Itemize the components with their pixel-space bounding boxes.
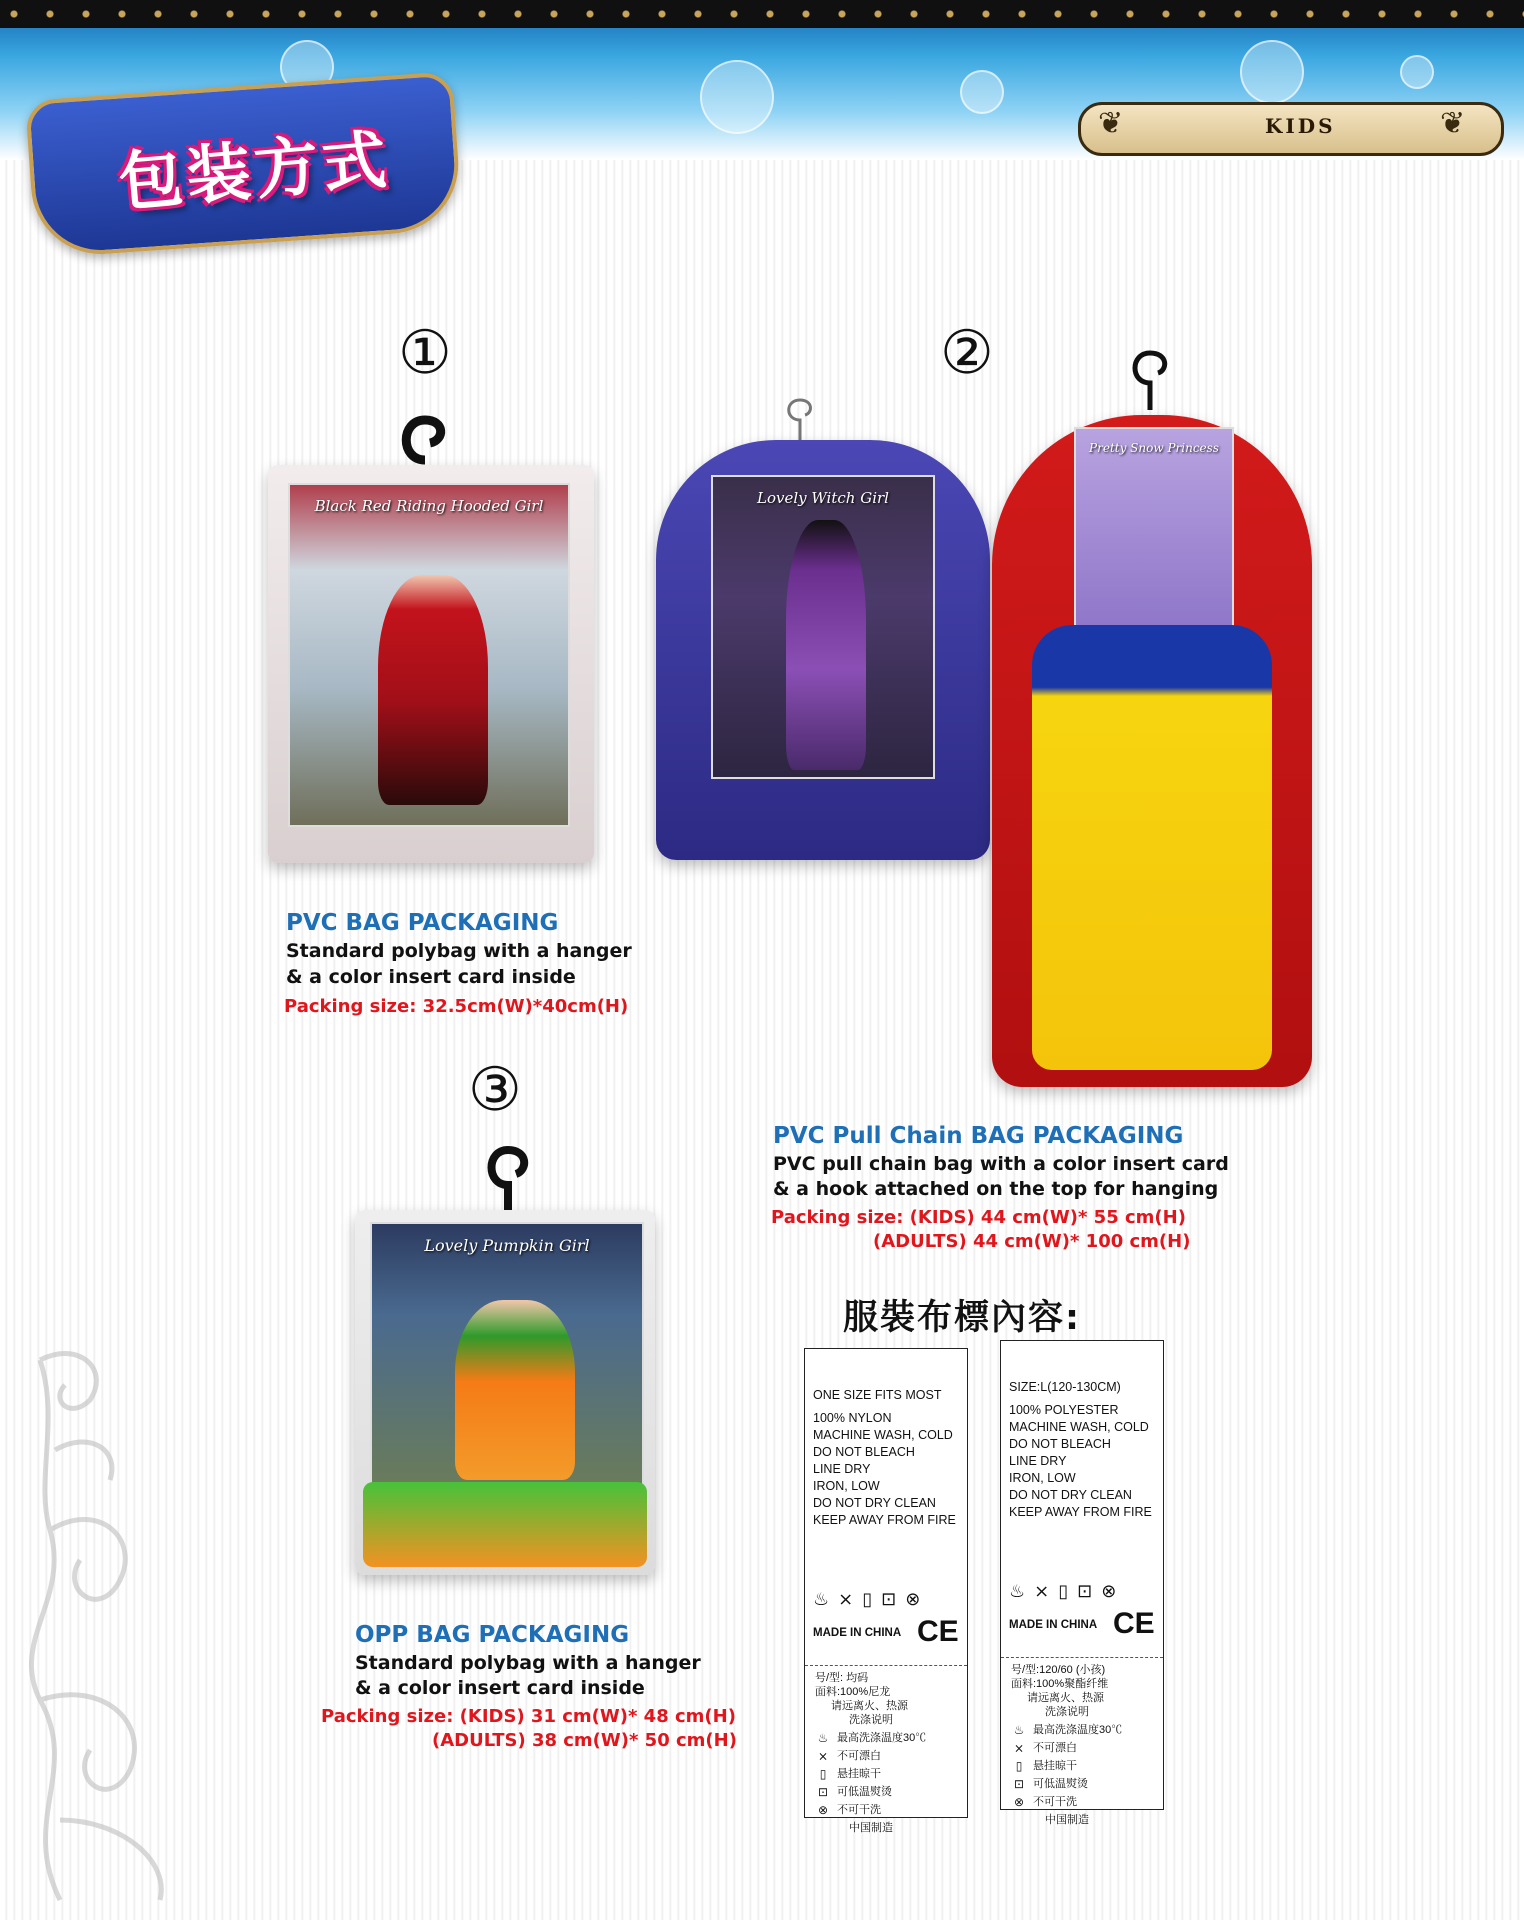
- no-bleach-icon: ⨯: [1013, 1741, 1025, 1755]
- floral-ornament-icon: [0, 1300, 260, 1920]
- hanger-icon: [395, 405, 455, 465]
- cn-care: 最高洗涤温度30℃: [1033, 1724, 1123, 1736]
- care-line: 100% NYLON: [813, 1411, 892, 1425]
- item-3-line: Standard polybag with a hanger: [355, 1652, 701, 1674]
- care-line: MACHINE WASH, COLD: [1009, 1420, 1149, 1434]
- care-symbols-icon: ♨ ⨯ ▯ ⊡ ⊗: [813, 1589, 923, 1609]
- item-2-title: PVC Pull Chain BAG PACKAGING: [773, 1123, 1184, 1149]
- line-dry-icon: ▯: [819, 1767, 827, 1781]
- item-2-line: PVC pull chain bag with a color insert card: [773, 1153, 1229, 1175]
- cn-care: 悬挂晾干: [1033, 1760, 1077, 1772]
- item-2-size: (ADULTS) 44 cm(W)* 100 cm(H): [873, 1231, 1191, 1252]
- hanger-icon: [1120, 345, 1180, 415]
- bubble-decoration: [960, 70, 1004, 114]
- care-label-one-size: [804, 1348, 968, 1834]
- iron-icon: ⊡: [817, 1785, 829, 1799]
- cn-wash-title: 洗涤说明: [849, 1714, 893, 1726]
- item-2-line: & a hook attached on the top for hanging: [773, 1178, 1219, 1200]
- costume-skirt: [363, 1482, 647, 1567]
- costume-figure: [378, 575, 488, 805]
- iron-icon: ⊡: [1013, 1777, 1025, 1791]
- cn-size: 号/型:120/60 (小孩): [1011, 1664, 1106, 1676]
- care-label-text: [813, 1387, 956, 1529]
- item-2-size: Packing size: (KIDS) 44 cm(W)* 55 cm(H): [771, 1207, 1186, 1228]
- care-line: DO NOT DRY CLEAN: [1009, 1488, 1132, 1502]
- swirl-icon: ❦: [1098, 106, 1124, 141]
- wash-icon: ♨: [817, 1731, 829, 1745]
- cn-care: 最高洗涤温度30℃: [837, 1732, 927, 1744]
- insert-card: [1074, 427, 1234, 631]
- care-label-chinese: [815, 1671, 926, 1835]
- label-divider: [805, 1665, 967, 1666]
- ce-mark-icon: CE: [917, 1615, 959, 1648]
- hanger-icon: [478, 1140, 538, 1220]
- card-title: Lovely Pumpkin Girl: [424, 1236, 590, 1255]
- item-3-size: Packing size: (KIDS) 31 cm(W)* 48 cm(H): [321, 1706, 736, 1727]
- pull-chain-bag-adult-product: [992, 415, 1312, 1087]
- item-number-3: ③: [468, 1055, 522, 1125]
- page-title: 包装方式: [115, 123, 394, 221]
- cn-warning: 请远离火、热源: [831, 1700, 908, 1712]
- care-line: DO NOT BLEACH: [813, 1445, 915, 1459]
- care-label-text: [1009, 1379, 1152, 1521]
- card-title: Black Red Riding Hooded Girl: [314, 497, 544, 515]
- bubble-decoration: [1240, 40, 1304, 104]
- care-line: LINE DRY: [1009, 1454, 1067, 1468]
- bubble-decoration: [1400, 55, 1434, 89]
- cn-care: 不可干洗: [1033, 1796, 1077, 1808]
- care-line: MACHINE WASH, COLD: [813, 1428, 953, 1442]
- care-symbols-icon: ♨ ⨯ ▯ ⊡ ⊗: [1009, 1581, 1119, 1601]
- card-title: Pretty Snow Princess: [1089, 441, 1219, 455]
- care-line: DO NOT BLEACH: [1009, 1437, 1111, 1451]
- cn-made: 中国制造: [849, 1822, 893, 1834]
- cn-made: 中国制造: [1045, 1814, 1089, 1826]
- care-size: ONE SIZE FITS MOST: [813, 1388, 942, 1402]
- care-label-heading: 服裝布標內容:: [843, 1298, 1081, 1338]
- hanger-icon: [775, 395, 825, 445]
- item-3-line: & a color insert card inside: [355, 1677, 645, 1699]
- bubble-decoration: [700, 60, 774, 134]
- cn-wash-title: 洗涤说明: [1045, 1706, 1089, 1718]
- made-in-china: MADE IN CHINA: [813, 1627, 902, 1639]
- care-line: IRON, LOW: [813, 1479, 880, 1493]
- care-line: KEEP AWAY FROM FIRE: [813, 1513, 956, 1527]
- item-number-1: ①: [398, 318, 452, 388]
- ce-mark-icon: CE: [1113, 1607, 1155, 1640]
- item-number-2: ②: [940, 318, 994, 388]
- cn-care: 可低温熨烫: [1033, 1778, 1088, 1790]
- cn-warning: 请远离火、热源: [1027, 1692, 1104, 1704]
- no-bleach-icon: ⨯: [817, 1749, 829, 1763]
- no-dry-clean-icon: ⊗: [1013, 1795, 1025, 1809]
- item-1-size: Packing size: 32.5cm(W)*40cm(H): [284, 996, 629, 1017]
- cn-size: 号/型: 均码: [815, 1672, 869, 1684]
- line-dry-icon: ▯: [1015, 1759, 1023, 1773]
- cn-care: 不可漂白: [1033, 1742, 1077, 1754]
- care-line: IRON, LOW: [1009, 1471, 1076, 1485]
- care-line: 100% POLYESTER: [1009, 1403, 1119, 1417]
- care-line: DO NOT DRY CLEAN: [813, 1496, 936, 1510]
- item-3-title: OPP BAG PACKAGING: [355, 1622, 630, 1648]
- pull-chain-bag-product: [656, 440, 990, 860]
- care-line: LINE DRY: [813, 1462, 871, 1476]
- cn-care: 悬挂晾干: [837, 1768, 881, 1780]
- made-in-china: MADE IN CHINA: [1009, 1619, 1098, 1631]
- item-1-title: PVC BAG PACKAGING: [286, 910, 559, 936]
- label-divider: [1001, 1657, 1163, 1658]
- cn-care: 不可漂白: [837, 1750, 881, 1762]
- cn-fabric: 面料:100%尼龙: [815, 1686, 891, 1698]
- care-label-size-l: [1000, 1340, 1164, 1826]
- opp-bag-product: [355, 1210, 655, 1575]
- item-1-line: & a color insert card inside: [286, 966, 576, 988]
- care-size: SIZE:L(120-130CM): [1009, 1380, 1121, 1394]
- cn-fabric: 面料:100%聚酯纤维: [1011, 1678, 1109, 1690]
- cn-care: 可低温熨烫: [837, 1786, 892, 1798]
- cn-care: 不可干洗: [837, 1804, 881, 1816]
- wash-icon: ♨: [1013, 1723, 1025, 1737]
- costume-figure: [786, 520, 866, 770]
- no-dry-clean-icon: ⊗: [817, 1803, 829, 1817]
- ornamental-border: [0, 0, 1524, 28]
- item-1-line: Standard polybag with a hanger: [286, 940, 632, 962]
- pvc-bag-product: [268, 465, 594, 863]
- costume-dress: [1032, 625, 1272, 1070]
- kids-badge: KIDS: [1265, 114, 1336, 138]
- swirl-icon: ❦: [1440, 106, 1466, 141]
- care-label-chinese: [1011, 1663, 1122, 1827]
- costume-figure: [455, 1300, 575, 1480]
- item-3-size: (ADULTS) 38 cm(W)* 50 cm(H): [432, 1730, 737, 1751]
- card-title: Lovely Witch Girl: [757, 489, 889, 507]
- care-line: KEEP AWAY FROM FIRE: [1009, 1505, 1152, 1519]
